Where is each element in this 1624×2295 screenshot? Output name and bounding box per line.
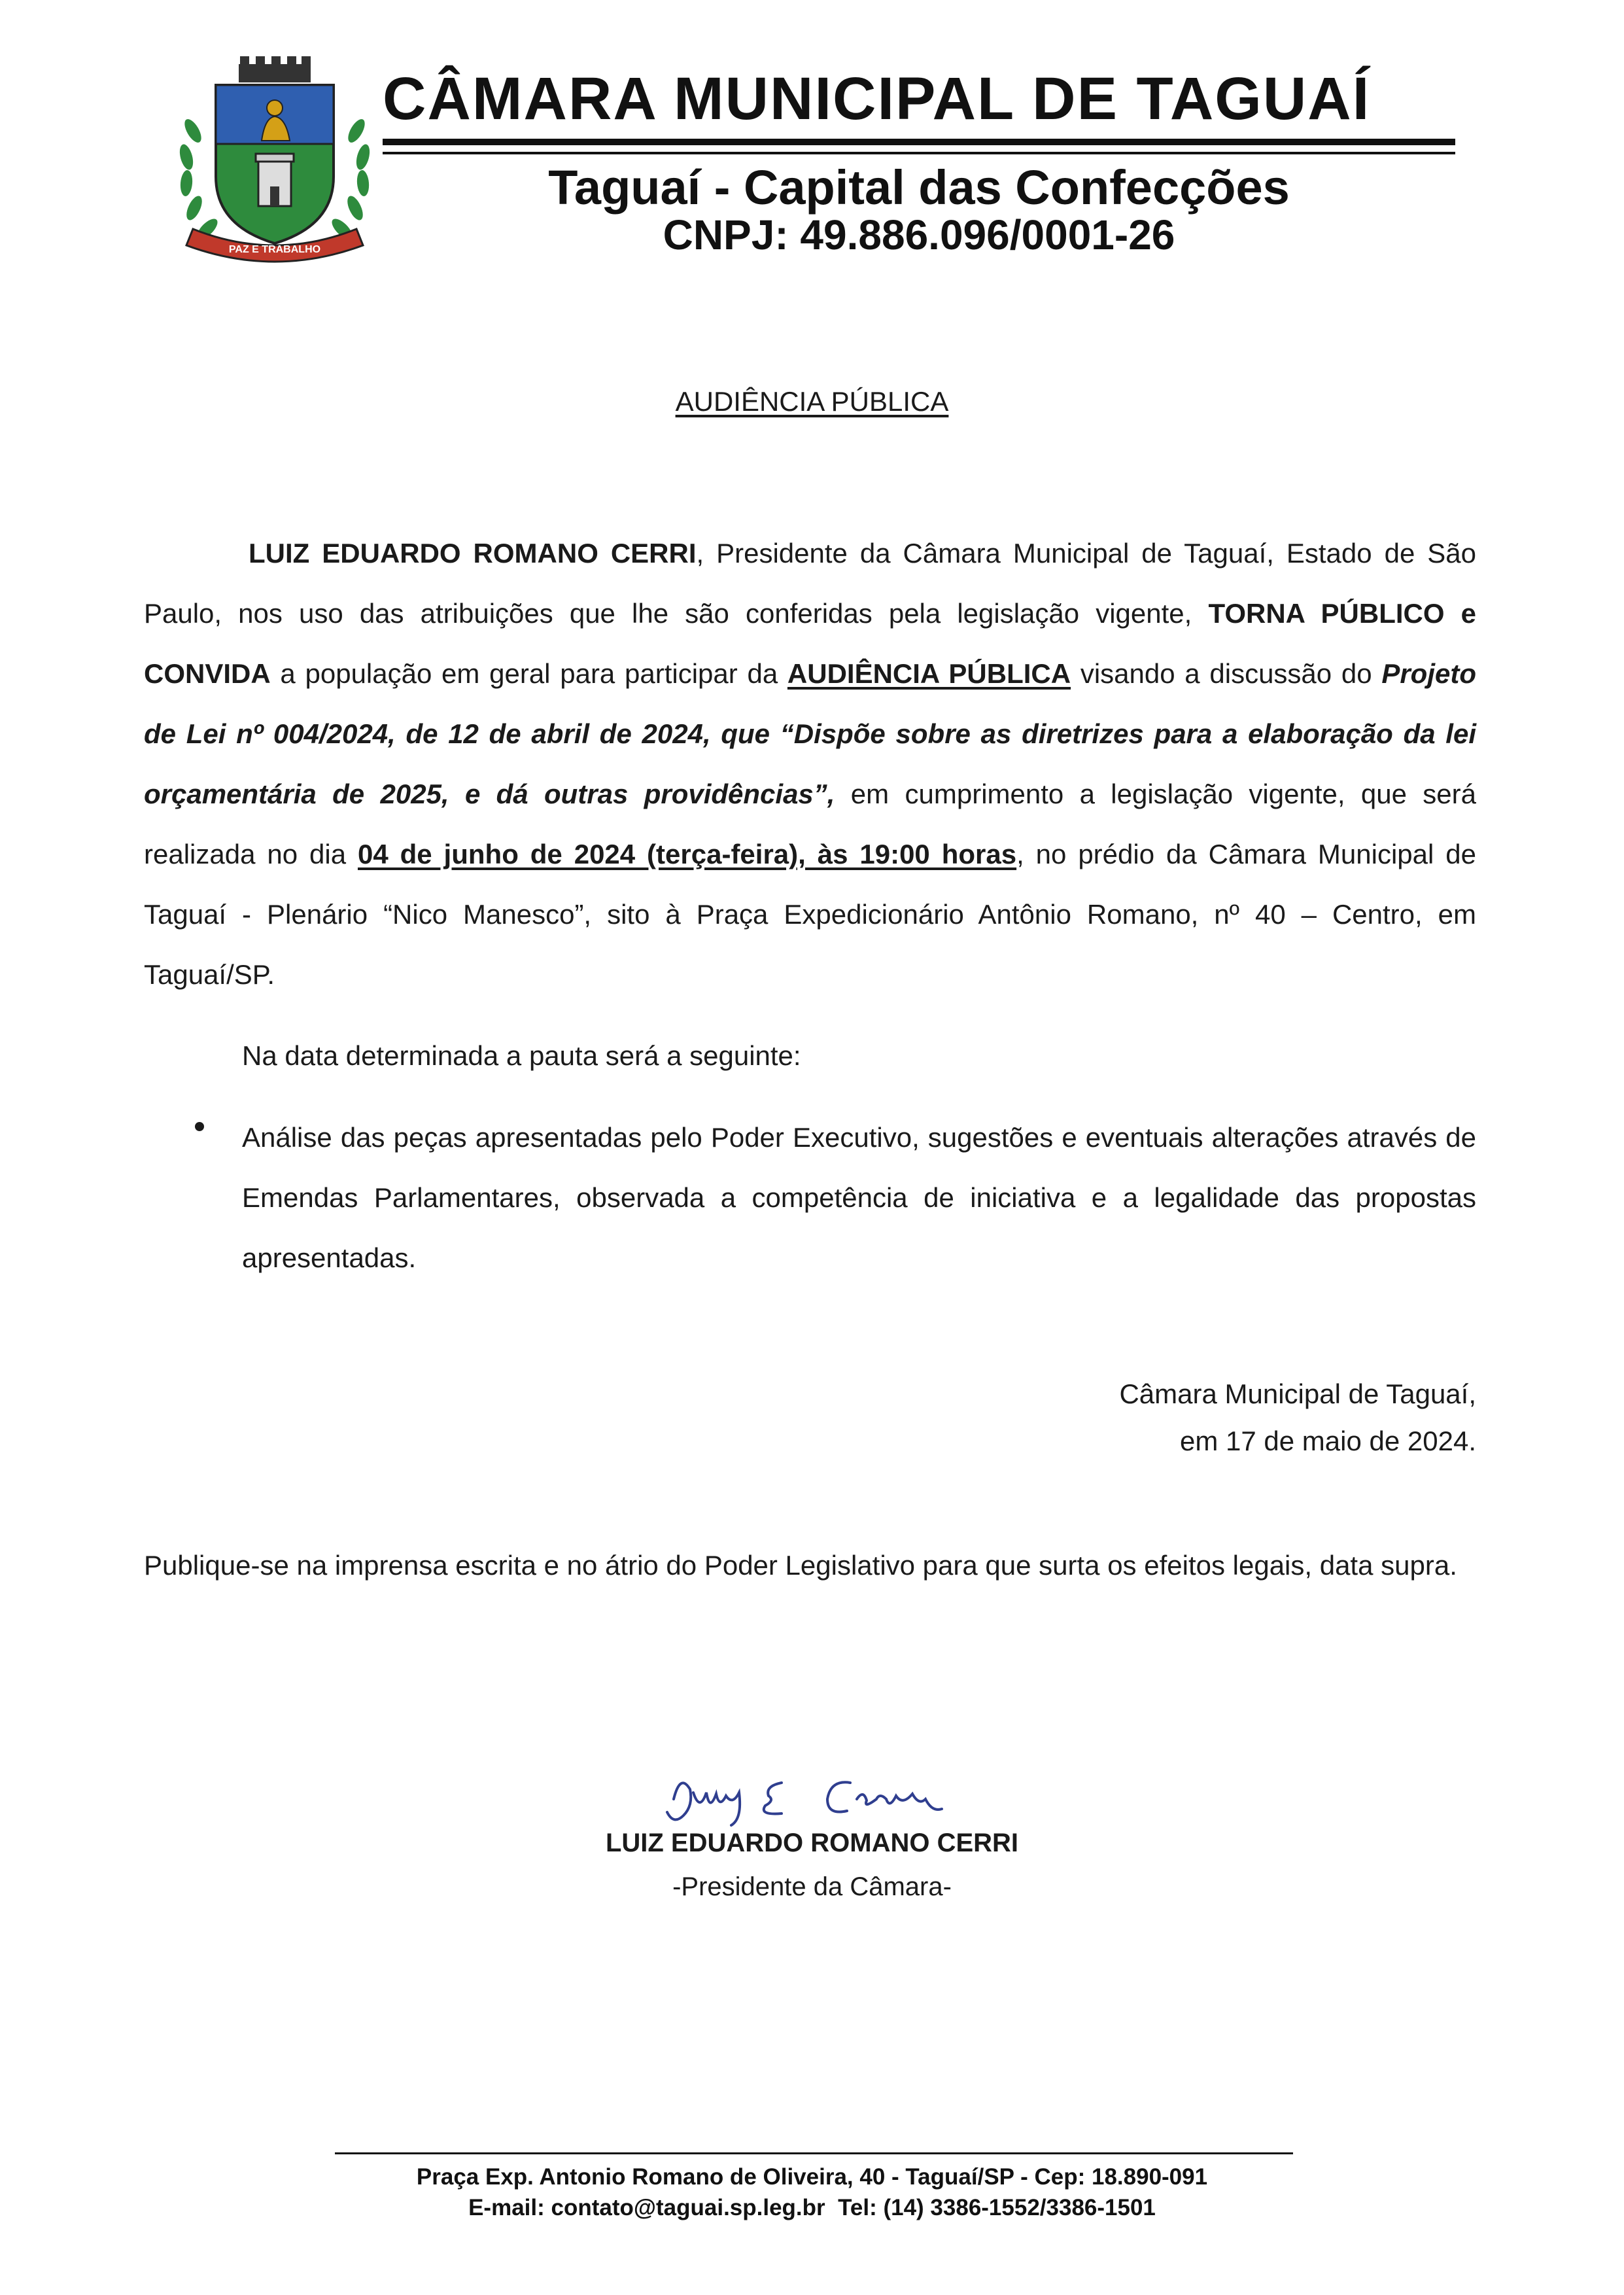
bullet-icon (195, 1122, 204, 1131)
footer-rule (335, 2152, 1293, 2154)
paragraph-text-3: visando a discussão do (1071, 658, 1382, 689)
president-name: LUIZ EDUARDO ROMANO CERRI (249, 538, 697, 569)
closing-place: Câmara Municipal de Taguaí, (1119, 1378, 1476, 1409)
closing-date: em 17 de maio de 2024. (1180, 1426, 1476, 1456)
institution-cnpj: CNPJ: 49.886.096/0001-26 (663, 211, 1175, 258)
signer-role: -Presidente da Câmara- (672, 1872, 952, 1901)
institution-slogan: Taguaí - Capital das Confecções (548, 160, 1290, 215)
mural-crown (239, 56, 311, 82)
footer-address: Praça Exp. Antonio Romano de Oliveira, 40 - Taguaí/SP - Cep: 18.890-091 (416, 2164, 1208, 2190)
agenda-item: Análise das peças apresentadas pelo Poder Executivo, sugestões e eventuais alterações através de Emendas Parlamentares, observada a competência de iniciativa e a legalidade das propostas apresentadas. (242, 1122, 1476, 1273)
torna-publico-text: TORNA PÚBLICO e CONVIDA (144, 598, 1476, 689)
handwritten-signature (654, 1753, 968, 1838)
event-date-time: 04 de junho de 2024 (terça-feira), às 19:00 horas (357, 839, 1017, 869)
crest-motto: PAZ E TRABALHO (228, 244, 321, 255)
paragraph-text-5: , no prédio da Câmara Municipal de Taguaí - Plenário “Nico Manesco”, sito à Praça Expedicionário Antônio Romano, nº 40 – Centro, em Taguaí/SP. (144, 839, 1476, 990)
header-rule (383, 139, 1455, 145)
footer-contact: E-mail: contato@taguai.sp.leg.br Tel: (14) 3386-1552/3386-1501 (468, 2195, 1156, 2220)
institution-name: CÂMARA MUNICIPAL DE TAGUAÍ (383, 65, 1371, 132)
paragraph-text-1: , Presidente da Câmara Municipal de Taguaí, Estado de São Paulo, nos uso das atribuições que lhe são conferidas pela legislação vigente, (144, 538, 1476, 629)
municipal-crest-logo (167, 52, 383, 268)
main-paragraph (144, 523, 1476, 1005)
paragraph-text-4: em cumprimento a legislação vigente, que será realizada no dia (144, 779, 1476, 869)
header-rule-thin (383, 152, 1455, 154)
signer-name: LUIZ EDUARDO ROMANO CERRI (605, 1829, 1019, 1857)
audiencia-text: AUDIÊNCIA PÚBLICA (787, 658, 1071, 689)
paragraph-text-2: a população em geral para participar da (270, 658, 787, 689)
closing-block (1119, 1371, 1476, 1465)
document-title: AUDIÊNCIA PÚBLICA (675, 386, 949, 417)
publish-note: Publique-se na imprensa escrita e no átrio do Poder Legislativo para que surta os efeitos legais, data supra. (144, 1550, 1457, 1581)
projeto-de-lei-text: Projeto de Lei nº 004/2024, de 12 de abril de 2024, que “Dispõe sobre as diretrizes para a elaboração da lei orçamentária de 2025, e dá outras providências”, (144, 658, 1476, 809)
agenda-intro: Na data determinada a pauta será a seguinte: (242, 1040, 801, 1071)
tower-icon (256, 154, 294, 206)
